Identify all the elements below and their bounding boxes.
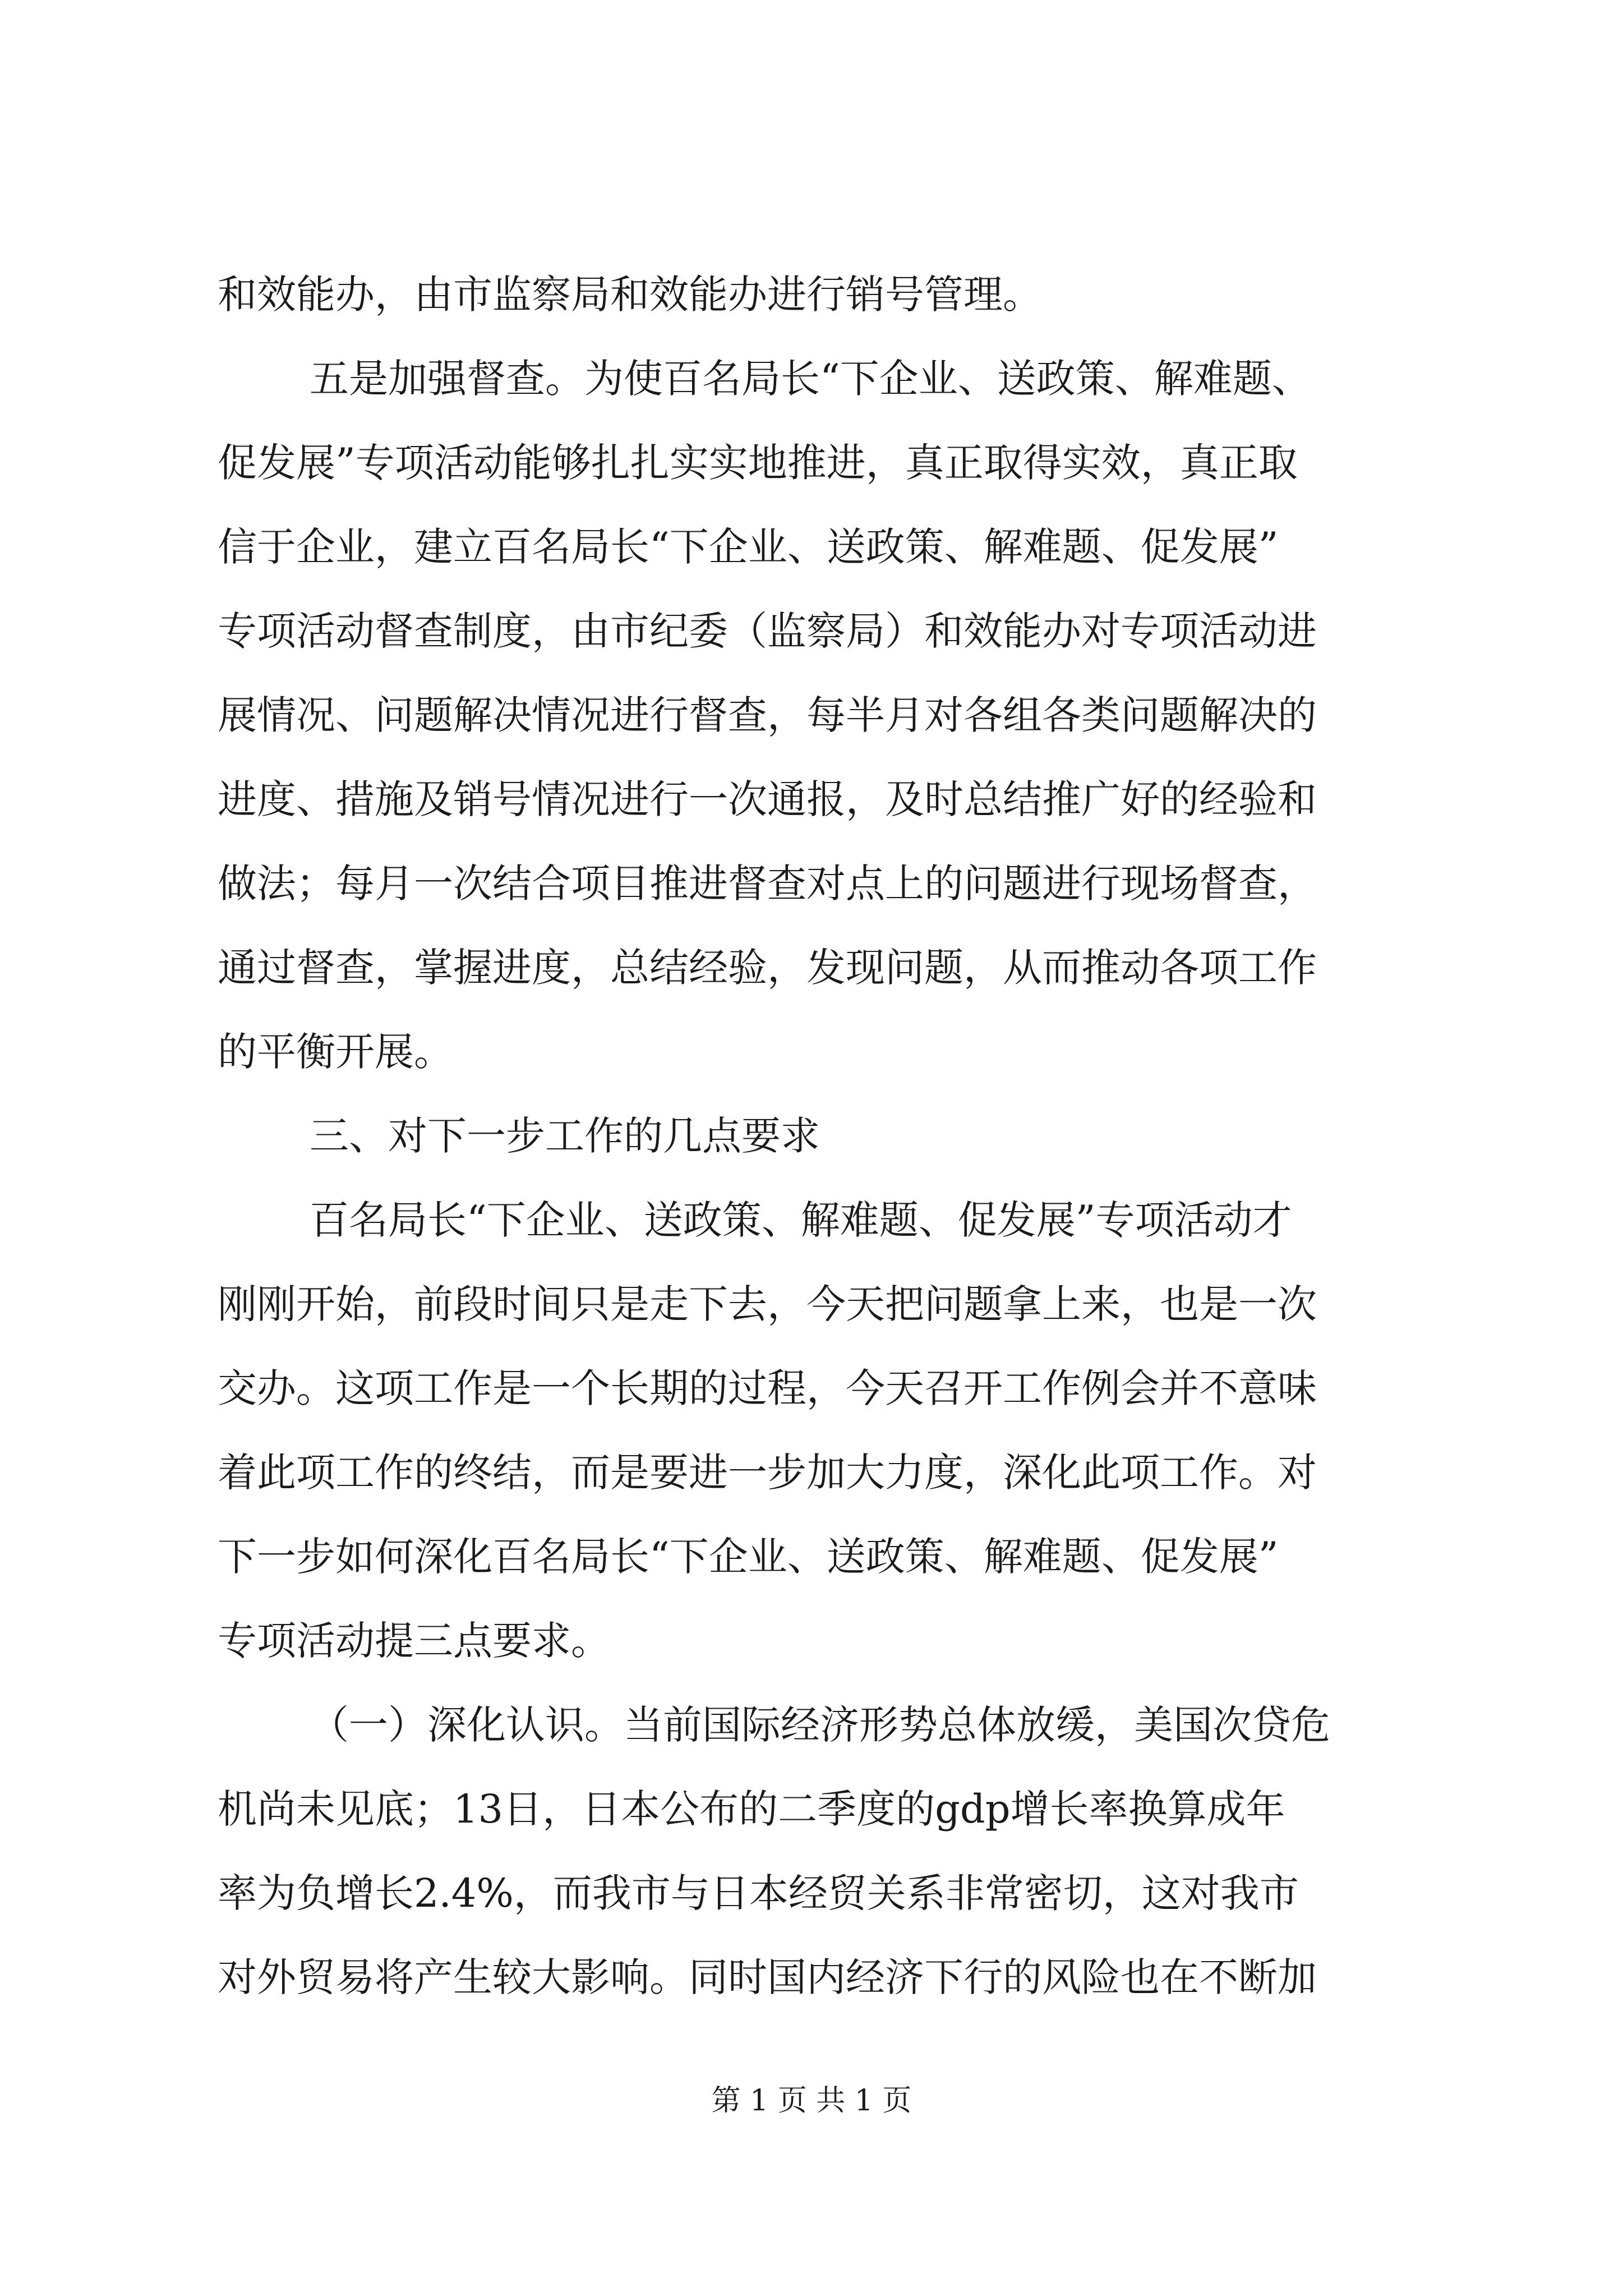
text-line: 百名局长“下企业、送政策、解难题、促发展”专项活动才 bbox=[310, 1197, 1292, 1243]
text-line: 专项活动提三点要求。 bbox=[218, 1618, 610, 1664]
text-line: 下一步如何深化百名局长“下企业、送政策、解难题、促发展” bbox=[218, 1534, 1279, 1580]
text-line: 对外贸易将产生较大影响。同时国内经济下行的风险也在不断加 bbox=[218, 1954, 1317, 2000]
section-heading: 三、对下一步工作的几点要求 bbox=[310, 1113, 820, 1159]
page-footer: 第 1 页 共 1 页 bbox=[711, 2084, 912, 2118]
text-line: 通过督查，掌握进度，总结经验，发现问题，从而推动各项工作 bbox=[218, 945, 1317, 991]
text-line: 做法；每月一次结合项目推进督查对点上的问题进行现场督查， bbox=[218, 861, 1317, 907]
text-line: 和效能办，由市监察局和效能办进行销号管理。 bbox=[218, 272, 1042, 318]
text-line: 的平衡开展。 bbox=[218, 1029, 453, 1075]
text-line: （一）深化认识。当前国际经济形势总体放缓，美国次贷危 bbox=[310, 1702, 1330, 1748]
text-line: 刚刚开始，前段时间只是走下去，今天把问题拿上来，也是一次 bbox=[218, 1281, 1317, 1327]
text-line: 着此项工作的终结，而是要进一步加大力度，深化此项工作。对 bbox=[218, 1450, 1317, 1496]
text-line: 信于企业，建立百名局长“下企业、送政策、解难题、促发展” bbox=[218, 524, 1279, 570]
text-line: 率为负增长2.4%，而我市与日本经贸关系非常密切，这对我市 bbox=[218, 1870, 1299, 1916]
text-line: 展情况、问题解决情况进行督查，每半月对各组各类问题解决的 bbox=[218, 692, 1317, 738]
text-line: 专项活动督查制度，由市纪委（监察局）和效能办对专项活动进 bbox=[218, 608, 1317, 654]
text-line: 机尚未见底；13日，日本公布的二季度的gdp增长率换算成年 bbox=[218, 1786, 1285, 1832]
text-line: 促发展”专项活动能够扎扎实实地推进，真正取得实效，真正取 bbox=[218, 440, 1298, 486]
text-line: 交办。这项工作是一个长期的过程，今天召开工作例会并不意味 bbox=[218, 1365, 1317, 1411]
text-line: 五是加强督查。为使百名局长“下企业、送政策、解难题、 bbox=[310, 356, 1311, 402]
text-line: 进度、措施及销号情况进行一次通报，及时总结推广好的经验和 bbox=[218, 776, 1317, 822]
